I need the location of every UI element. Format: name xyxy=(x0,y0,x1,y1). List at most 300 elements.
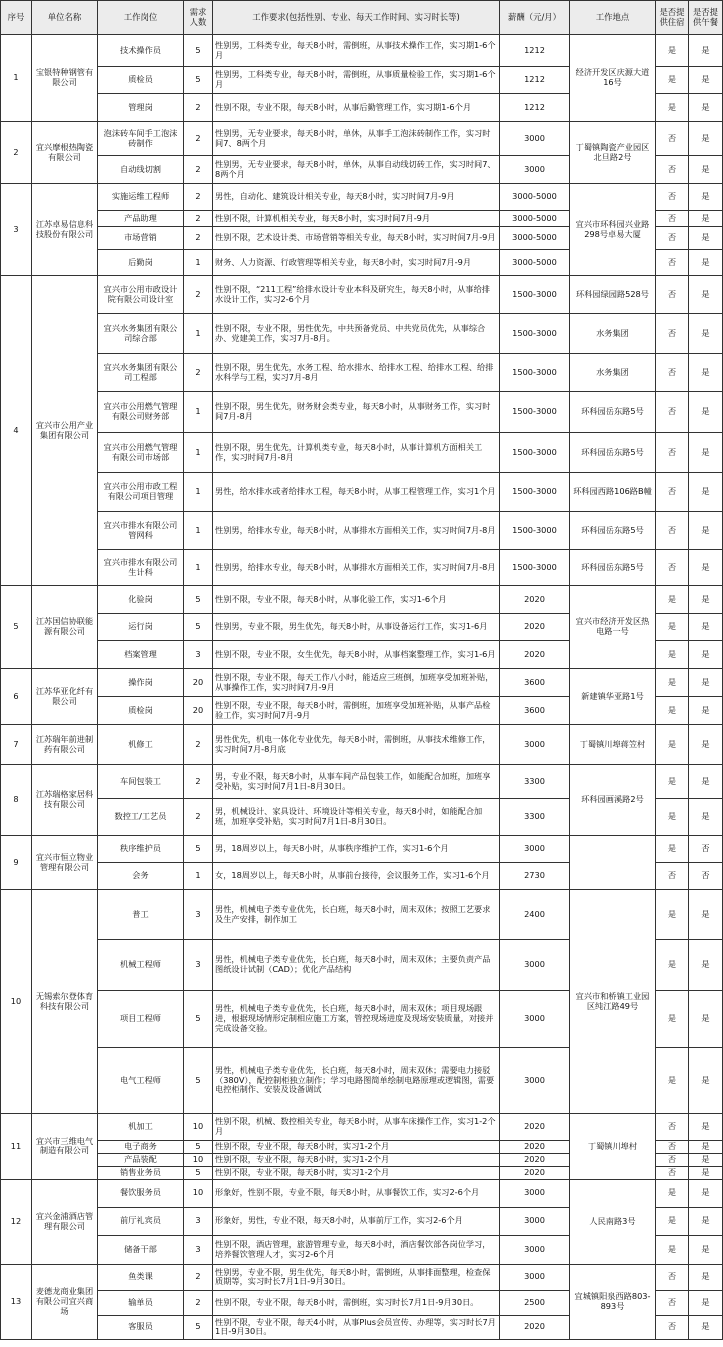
headcount: 2 xyxy=(184,354,213,392)
headcount: 1 xyxy=(184,314,213,354)
accommodation-flag: 否 xyxy=(656,211,689,227)
headcount: 2 xyxy=(184,156,213,184)
lunch-flag: 是 xyxy=(689,211,723,227)
job-post: 机加工 xyxy=(98,1114,184,1141)
company-name: 江苏瑞格家居科技有限公司 xyxy=(32,765,98,836)
row-seq: 12 xyxy=(1,1179,32,1264)
job-post: 市场营销 xyxy=(98,227,184,250)
headcount: 2 xyxy=(184,211,213,227)
header-requirements: 工作要求(包括性别、专业、每天工作时间、实习时长等) xyxy=(213,1,500,35)
job-requirements: 财务、人力资源、行政管理等相关专业，每天8小时，实习时间7月-9月 xyxy=(213,250,500,276)
salary: 3000 xyxy=(500,122,570,156)
accommodation-flag: 否 xyxy=(656,433,689,473)
salary: 3300 xyxy=(500,799,570,836)
salary: 3000 xyxy=(500,1235,570,1264)
row-seq: 3 xyxy=(1,184,32,276)
headcount: 10 xyxy=(184,1179,213,1207)
job-requirements: 男，18周岁以上，每天8小时，从事秩序维护工作，实习1-6个月 xyxy=(213,836,500,863)
salary: 3000 xyxy=(500,1048,570,1114)
company-name: 宜兴市恒立物业管理有限公司 xyxy=(32,836,98,890)
salary: 3600 xyxy=(500,697,570,725)
job-post: 销售业务员 xyxy=(98,1166,184,1179)
accommodation-flag: 是 xyxy=(656,725,689,765)
salary: 2020 xyxy=(500,1141,570,1154)
job-requirements: 男性，机械电子类专业优先，长白班，每天8小时，周末双休；需要电力接驳（380V），配控制柜独立制作；学习电路图简单绘制电路原理或逻辑图，需要电控柜制作、安装及设备调试 xyxy=(213,1048,500,1114)
lunch-flag: 是 xyxy=(689,184,723,211)
headcount: 3 xyxy=(184,940,213,991)
job-requirements: 性别不限，男生优先，计算机类专业，每天8小时，从事计算机方面相关工作，实习时间7月-8月 xyxy=(213,433,500,473)
job-post: 产品装配 xyxy=(98,1154,184,1167)
salary: 3000 xyxy=(500,991,570,1048)
row-seq: 11 xyxy=(1,1114,32,1180)
headcount: 3 xyxy=(184,1235,213,1264)
salary: 3000 xyxy=(500,725,570,765)
lunch-flag: 是 xyxy=(689,276,723,314)
lunch-flag: 是 xyxy=(689,1179,723,1207)
company-name: 江苏卓易信息科技股份有限公司 xyxy=(32,184,98,276)
lunch-flag: 是 xyxy=(689,669,723,697)
salary: 2020 xyxy=(500,1114,570,1141)
headcount: 2 xyxy=(184,94,213,122)
lunch-flag: 是 xyxy=(689,433,723,473)
lunch-flag: 否 xyxy=(689,863,723,890)
job-post: 车间包装工 xyxy=(98,765,184,799)
job-post: 宜兴市公用市政工程有限公司项目管理 xyxy=(98,473,184,512)
job-requirements: 男性，机械电子类专业优先，长白班，每天8小时，周末双休；按照工艺要求及生产安排，制作加工 xyxy=(213,890,500,940)
accommodation-flag: 否 xyxy=(656,1154,689,1167)
work-location: 环科园岳东路5号 xyxy=(570,550,656,586)
headcount: 1 xyxy=(184,392,213,433)
job-requirements: 男性，机械电子类专业优先，长白班，每天8小时，周末双休；主要负责产品图纸设计试制（CAD）；优化产品结构 xyxy=(213,940,500,991)
lunch-flag: 是 xyxy=(689,1315,723,1339)
salary: 1500-3000 xyxy=(500,473,570,512)
lunch-flag: 是 xyxy=(689,641,723,669)
header-accommodation: 是否提供住宿 xyxy=(656,1,689,35)
header-salary: 薪酬（元/月） xyxy=(500,1,570,35)
table-row xyxy=(1,276,723,314)
work-location: 水务集团 xyxy=(570,314,656,354)
salary: 3000 xyxy=(500,1179,570,1207)
company-name: 宜兴市三维电气制造有限公司 xyxy=(32,1114,98,1180)
table-row xyxy=(1,314,723,354)
job-requirements: 性别不限，专业不限，每天8小时，实习1-2个月 xyxy=(213,1166,500,1179)
headcount: 3 xyxy=(184,890,213,940)
accommodation-flag: 是 xyxy=(656,1048,689,1114)
work-location: 水务集团 xyxy=(570,354,656,392)
job-requirements: 性别不限，专业不限，每天工作八小时，能适应三班倒，加班享受加班补贴，从事操作工作，实习时间7月-9月 xyxy=(213,669,500,697)
salary: 3000 xyxy=(500,836,570,863)
headcount: 2 xyxy=(184,799,213,836)
salary: 3000-5000 xyxy=(500,227,570,250)
work-location: 环科园岳东路5号 xyxy=(570,433,656,473)
table-row xyxy=(1,1264,723,1290)
job-post: 宜兴市排水有限公司生计科 xyxy=(98,550,184,586)
job-requirements: 性别男，无专业要求，每天8小时，单休，从事自动线切砖工作，实习时间7、8两个月 xyxy=(213,156,500,184)
salary: 2020 xyxy=(500,586,570,614)
job-post: 机械工程师 xyxy=(98,940,184,991)
headcount: 1 xyxy=(184,473,213,512)
job-post: 自动线切割 xyxy=(98,156,184,184)
row-seq: 9 xyxy=(1,836,32,890)
job-post: 质检员 xyxy=(98,67,184,94)
lunch-flag: 是 xyxy=(689,473,723,512)
row-seq: 2 xyxy=(1,122,32,184)
accommodation-flag: 是 xyxy=(656,669,689,697)
accommodation-flag: 否 xyxy=(656,276,689,314)
headcount: 5 xyxy=(184,35,213,67)
accommodation-flag: 否 xyxy=(656,227,689,250)
lunch-flag: 是 xyxy=(689,1166,723,1179)
lunch-flag: 是 xyxy=(689,94,723,122)
job-requirements: 性别男，工科类专业，每天8小时，需倒班，从事质量检验工作，实习期1-6个月 xyxy=(213,67,500,94)
job-requirements: 性别不限，专业不限，每天4小时，从事Plus会员宣传、办理等，实习时长7月1日-9月30日。 xyxy=(213,1315,500,1339)
lunch-flag: 是 xyxy=(689,1207,723,1235)
work-location: 经济开发区庆源大道16号 xyxy=(570,35,656,122)
work-location: 环科园岳东路5号 xyxy=(570,512,656,550)
salary: 1212 xyxy=(500,35,570,67)
accommodation-flag: 是 xyxy=(656,1179,689,1207)
accommodation-flag: 否 xyxy=(656,354,689,392)
accommodation-flag: 否 xyxy=(656,512,689,550)
headcount: 5 xyxy=(184,1166,213,1179)
job-post: 鱼类课 xyxy=(98,1264,184,1290)
headcount: 2 xyxy=(184,184,213,211)
job-requirements: 性别不限，专业不限，女生优先，每天8小时，从事档案整理工作，实习1-6月 xyxy=(213,641,500,669)
accommodation-flag: 是 xyxy=(656,67,689,94)
headcount: 5 xyxy=(184,836,213,863)
table-row xyxy=(1,433,723,473)
accommodation-flag: 是 xyxy=(656,586,689,614)
job-post: 运行岗 xyxy=(98,614,184,641)
table-row xyxy=(1,836,723,863)
job-requirements: 性别不限，男生优先，水务工程、给水排水、给排水工程、给排水工程、给排水科学与工程，实习7月-8月 xyxy=(213,354,500,392)
table-row xyxy=(1,725,723,765)
company-name: 江苏瑞年前进制药有限公司 xyxy=(32,725,98,765)
lunch-flag: 是 xyxy=(689,614,723,641)
headcount: 2 xyxy=(184,276,213,314)
row-seq: 8 xyxy=(1,765,32,836)
accommodation-flag: 否 xyxy=(656,1264,689,1290)
company-name: 麦德龙商业集团有限公司宜兴商场 xyxy=(32,1264,98,1339)
headcount: 3 xyxy=(184,641,213,669)
headcount: 5 xyxy=(184,1141,213,1154)
lunch-flag: 是 xyxy=(689,1141,723,1154)
accommodation-flag: 是 xyxy=(656,641,689,669)
lunch-flag: 是 xyxy=(689,940,723,991)
lunch-flag: 是 xyxy=(689,586,723,614)
company-name: 宝银特种钢管有限公司 xyxy=(32,35,98,122)
work-location: 丁蜀镇陶瓷产业园区北旦路2号 xyxy=(570,122,656,184)
lunch-flag: 是 xyxy=(689,725,723,765)
accommodation-flag: 否 xyxy=(656,1114,689,1141)
salary: 1500-3000 xyxy=(500,392,570,433)
headcount: 2 xyxy=(184,765,213,799)
row-seq: 6 xyxy=(1,669,32,725)
job-post: 数控工/工艺员 xyxy=(98,799,184,836)
job-requirements: 性别不限，艺术设计类、市场营销等相关专业，每天8小时，实习时间7月-9月 xyxy=(213,227,500,250)
salary: 2020 xyxy=(500,614,570,641)
lunch-flag: 是 xyxy=(689,122,723,156)
headcount: 5 xyxy=(184,991,213,1048)
salary: 1212 xyxy=(500,94,570,122)
work-location: 新建镇华亚路1号 xyxy=(570,669,656,725)
job-post: 技术操作员 xyxy=(98,35,184,67)
job-post: 宜兴水务集团有限公司工程部 xyxy=(98,354,184,392)
job-post: 质检岗 xyxy=(98,697,184,725)
job-requirements: 性别不限，专业不限，每天8小时，需倒班，加班享受加班补贴，从事产品检验工作，实习时间7月-9月 xyxy=(213,697,500,725)
lunch-flag: 是 xyxy=(689,392,723,433)
accommodation-flag: 否 xyxy=(656,1141,689,1154)
work-location: 环科园岳东路5号 xyxy=(570,392,656,433)
salary: 2020 xyxy=(500,641,570,669)
headcount: 1 xyxy=(184,433,213,473)
salary: 2400 xyxy=(500,890,570,940)
header-post: 工作岗位 xyxy=(98,1,184,35)
job-post: 宜兴市排水有限公司管网科 xyxy=(98,512,184,550)
job-post: 宜兴市公用市政设计院有限公司设计室 xyxy=(98,276,184,314)
table-row xyxy=(1,1114,723,1141)
company-name: 宜兴市公用产业集团有限公司 xyxy=(32,276,98,586)
work-location: 环科园西路106路B幢 xyxy=(570,473,656,512)
lunch-flag: 是 xyxy=(689,1114,723,1141)
job-requirements: 性别不限，机械、数控相关专业，每天8小时，从事车床操作工作，实习1-2个月 xyxy=(213,1114,500,1141)
lunch-flag: 是 xyxy=(689,1235,723,1264)
accommodation-flag: 否 xyxy=(656,314,689,354)
lunch-flag: 是 xyxy=(689,1154,723,1167)
job-requirements: 性别男，工科类专业，每天8小时，需倒班，从事技术操作工作，实习期1-6个月 xyxy=(213,35,500,67)
table-row xyxy=(1,550,723,586)
work-location: 宜兴市和桥镇工业园区纯江路49号 xyxy=(570,890,656,1114)
row-seq: 10 xyxy=(1,890,32,1114)
job-requirements: 性别不限，专业不限，每天8小时，实习1-2个月 xyxy=(213,1154,500,1167)
salary: 1500-3000 xyxy=(500,433,570,473)
table-row xyxy=(1,184,723,211)
accommodation-flag: 是 xyxy=(656,614,689,641)
accommodation-flag: 否 xyxy=(656,184,689,211)
job-requirements: 性别男，给排水专业，每天8小时，从事排水方面相关工作，实习时间7月-8月 xyxy=(213,512,500,550)
job-post: 客服员 xyxy=(98,1315,184,1339)
accommodation-flag: 是 xyxy=(656,991,689,1048)
company-name: 宜兴摩根热陶瓷有限公司 xyxy=(32,122,98,184)
headcount: 5 xyxy=(184,67,213,94)
work-location: 人民南路3号 xyxy=(570,1179,656,1264)
salary: 3000 xyxy=(500,156,570,184)
job-requirements: 性别男，无专业要求，每天8小时，单休，从事手工泡沫砖制作工作，实习时间7、8两个月 xyxy=(213,122,500,156)
job-requirements: 性别男，专业不限，男生优先，每天8小时，需倒班，从事排面整理，检查保质期等，实习时长7月1日-9月30日。 xyxy=(213,1264,500,1290)
headcount: 2 xyxy=(184,227,213,250)
accommodation-flag: 是 xyxy=(656,799,689,836)
work-location: 丁蜀镇川埠村 xyxy=(570,1114,656,1180)
row-seq: 5 xyxy=(1,586,32,669)
salary: 2020 xyxy=(500,1315,570,1339)
table-row xyxy=(1,122,723,156)
headcount: 5 xyxy=(184,586,213,614)
salary: 3000 xyxy=(500,1264,570,1290)
company-name: 宜兴金浦酒店管理有限公司 xyxy=(32,1179,98,1264)
headcount: 20 xyxy=(184,697,213,725)
salary: 1500-3000 xyxy=(500,512,570,550)
work-location: 宜兴市环科园兴业路298号卓易大厦 xyxy=(570,184,656,276)
job-post: 实施运维工程师 xyxy=(98,184,184,211)
job-post: 宜兴市公用燃气管理有限公司财务部 xyxy=(98,392,184,433)
job-requirements: 性别男，给排水专业，每天8小时，从事排水方面相关工作，实习时间7月-8月 xyxy=(213,550,500,586)
header-location: 工作地点 xyxy=(570,1,656,35)
work-location: 环科园画溪路2号 xyxy=(570,765,656,836)
company-name: 江苏国信协联能源有限公司 xyxy=(32,586,98,669)
row-seq: 7 xyxy=(1,725,32,765)
lunch-flag: 是 xyxy=(689,890,723,940)
job-requirements: 男，专业不限，每天8小时，从事车间产品包装工作，如能配合加班，加班享受补贴，实习时间7月1日-8月30日。 xyxy=(213,765,500,799)
headcount: 1 xyxy=(184,863,213,890)
lunch-flag: 是 xyxy=(689,250,723,276)
headcount: 1 xyxy=(184,550,213,586)
job-requirements: 男性，自动化、建筑设计相关专业，每天8小时，实习时间7月-9月 xyxy=(213,184,500,211)
accommodation-flag: 是 xyxy=(656,35,689,67)
work-location: 丁蜀镇川埠蒋笠村 xyxy=(570,725,656,765)
lunch-flag: 是 xyxy=(689,550,723,586)
accommodation-flag: 否 xyxy=(656,392,689,433)
job-post: 化验岗 xyxy=(98,586,184,614)
table-row xyxy=(1,765,723,799)
salary: 3000 xyxy=(500,1207,570,1235)
headcount: 20 xyxy=(184,669,213,697)
lunch-flag: 是 xyxy=(689,991,723,1048)
work-location: 环科园绿园路528号 xyxy=(570,276,656,314)
company-name: 江苏华亚化纤有限公司 xyxy=(32,669,98,725)
accommodation-flag: 否 xyxy=(656,122,689,156)
salary: 2020 xyxy=(500,1154,570,1167)
accommodation-flag: 否 xyxy=(656,863,689,890)
table-row xyxy=(1,586,723,614)
job-requirements: 形象好，男性，专业不限，每天8小时，从事前厅工作，实习2-6个月 xyxy=(213,1207,500,1235)
job-requirements: 性别不限，专业不限，每天8小时，从事化验工作，实习1-6个月 xyxy=(213,586,500,614)
headcount: 10 xyxy=(184,1154,213,1167)
table-row xyxy=(1,890,723,940)
salary: 1500-3000 xyxy=(500,314,570,354)
salary: 3000-5000 xyxy=(500,184,570,211)
work-location: 宜兴市经济开发区热电路一号 xyxy=(570,586,656,669)
job-requirements: 性别不限，计算机相关专业，每天8小时，实习时间7月-9月 xyxy=(213,211,500,227)
job-post: 前厅礼宾员 xyxy=(98,1207,184,1235)
salary: 1212 xyxy=(500,67,570,94)
lunch-flag: 是 xyxy=(689,314,723,354)
header-unit: 单位名称 xyxy=(32,1,98,35)
salary: 2020 xyxy=(500,1166,570,1179)
lunch-flag: 是 xyxy=(689,512,723,550)
salary: 1500-3000 xyxy=(500,550,570,586)
lunch-flag: 是 xyxy=(689,227,723,250)
job-post: 会务 xyxy=(98,863,184,890)
salary: 3000-5000 xyxy=(500,250,570,276)
headcount: 5 xyxy=(184,1315,213,1339)
headcount: 1 xyxy=(184,250,213,276)
accommodation-flag: 否 xyxy=(656,1290,689,1315)
job-requirements: 男性，给水排水或者给排水工程，每天8小时，从事工程管理工作，实习1个月 xyxy=(213,473,500,512)
accommodation-flag: 否 xyxy=(656,1315,689,1339)
job-requirements: 性别不限，专业不限，每天8小时，从事后勤管理工作，实习期1-6个月 xyxy=(213,94,500,122)
headcount: 2 xyxy=(184,122,213,156)
accommodation-flag: 否 xyxy=(656,473,689,512)
lunch-flag: 是 xyxy=(689,765,723,799)
job-requirements: 性别不限，男生优先，财务财会类专业，每天8小时，从事财务工作，实习时间7月-8月 xyxy=(213,392,500,433)
accommodation-flag: 是 xyxy=(656,1207,689,1235)
job-requirements: 性别不限，专业不限，每天8小时，需倒班，实习时长7月1日-9月30日。 xyxy=(213,1290,500,1315)
accommodation-flag: 否 xyxy=(656,250,689,276)
salary: 1500-3000 xyxy=(500,354,570,392)
work-location: 宜城镇阳泉西路803-893号 xyxy=(570,1264,656,1339)
row-seq: 13 xyxy=(1,1264,32,1339)
row-seq: 4 xyxy=(1,276,32,586)
job-post: 操作岗 xyxy=(98,669,184,697)
table-row xyxy=(1,1179,723,1207)
company-name: 无锡索尔登体育科技有限公司 xyxy=(32,890,98,1114)
header-count: 需求人数 xyxy=(184,1,213,35)
lunch-flag: 否 xyxy=(689,836,723,863)
row-seq: 1 xyxy=(1,35,32,122)
lunch-flag: 是 xyxy=(689,1290,723,1315)
table-row xyxy=(1,669,723,697)
headcount: 2 xyxy=(184,1264,213,1290)
lunch-flag: 是 xyxy=(689,354,723,392)
job-requirements: 性别不限，“211工程”给排水设计专业本科及研究生，每天8小时，从事给排水设计工作，实习2-6个月 xyxy=(213,276,500,314)
accommodation-flag: 是 xyxy=(656,890,689,940)
job-post: 储备干部 xyxy=(98,1235,184,1264)
job-post: 项目工程师 xyxy=(98,991,184,1048)
lunch-flag: 是 xyxy=(689,35,723,67)
job-post: 输单员 xyxy=(98,1290,184,1315)
job-post: 档案管理 xyxy=(98,641,184,669)
headcount: 2 xyxy=(184,1290,213,1315)
job-post: 宜兴水务集团有限公司综合部 xyxy=(98,314,184,354)
job-post: 电子商务 xyxy=(98,1141,184,1154)
job-post: 秩序维护员 xyxy=(98,836,184,863)
job-post: 电气工程师 xyxy=(98,1048,184,1114)
lunch-flag: 是 xyxy=(689,156,723,184)
job-requirements: 形象好，性别不限，专业不限，每天8小时，从事餐饮工作，实习2-6个月 xyxy=(213,1179,500,1207)
job-post: 宜兴市公用燃气管理有限公司市场部 xyxy=(98,433,184,473)
table-body xyxy=(1,35,723,1340)
job-requirements: 性别不限，专业不限，男性优先，中共预备党员、中共党员优先，从事综合办、党建美工作，实习7月-8月。 xyxy=(213,314,500,354)
job-requirements: 女，18周岁以上，每天8小时，从事前台接待，会议服务工作，实习1-6个月 xyxy=(213,863,500,890)
job-requirements: 男，机械设计、家具设计、环境设计等相关专业，每天8小时，如能配合加班，加班享受补贴，实习时间7月1日-8月30日。 xyxy=(213,799,500,836)
lunch-flag: 是 xyxy=(689,697,723,725)
job-requirements: 性别男，专业不限，男生优先，每天8小时，从事设备运行工作，实习1-6月 xyxy=(213,614,500,641)
header-row xyxy=(1,1,723,35)
headcount: 2 xyxy=(184,725,213,765)
accommodation-flag: 是 xyxy=(656,836,689,863)
headcount: 10 xyxy=(184,1114,213,1141)
table-row xyxy=(1,35,723,67)
accommodation-flag: 否 xyxy=(656,550,689,586)
table-row xyxy=(1,473,723,512)
accommodation-flag: 是 xyxy=(656,940,689,991)
job-post: 普工 xyxy=(98,890,184,940)
header-lunch: 是否提供午餐 xyxy=(689,1,723,35)
header-seq: 序号 xyxy=(1,1,32,35)
headcount: 3 xyxy=(184,1207,213,1235)
job-post: 产品助理 xyxy=(98,211,184,227)
salary: 2500 xyxy=(500,1290,570,1315)
lunch-flag: 是 xyxy=(689,1264,723,1290)
salary: 3000-5000 xyxy=(500,211,570,227)
salary: 3000 xyxy=(500,940,570,991)
headcount: 1 xyxy=(184,512,213,550)
accommodation-flag: 否 xyxy=(656,156,689,184)
work-location xyxy=(570,836,656,890)
lunch-flag: 是 xyxy=(689,67,723,94)
headcount: 5 xyxy=(184,1048,213,1114)
job-requirements: 男性优先，机电一体化专业优先，每天8小时，需倒班，从事技术维修工作，实习时间7月-8月底 xyxy=(213,725,500,765)
